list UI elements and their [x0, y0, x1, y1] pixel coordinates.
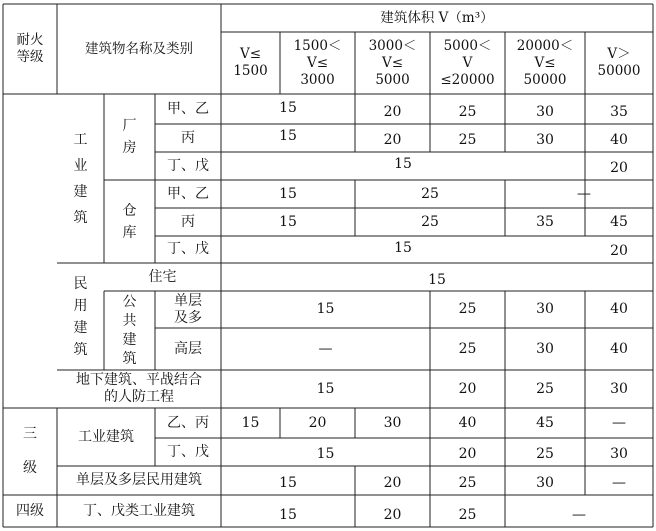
group-warehouse: 仓 库	[122, 202, 137, 241]
value-cell: 40	[610, 301, 628, 317]
subcat-warehouse-jia-yi: 甲、乙	[167, 185, 209, 202]
value-cell: 25	[458, 475, 477, 491]
subcat-factory-bing: 丙	[181, 129, 195, 146]
header-volume-group: 建筑体积 V（m³）	[380, 9, 494, 26]
value-cell: 20	[308, 414, 327, 431]
value-cell: 15	[279, 100, 297, 116]
header-volume-bin-1: V≤ 1500	[233, 46, 268, 79]
group-industrial-grade-3: 工业建筑	[78, 428, 134, 445]
group-civil: 民 用 建 筑	[73, 275, 88, 358]
value-cell: 15	[279, 475, 297, 491]
value-cell: 25	[458, 507, 477, 523]
value-cell: —	[612, 414, 626, 431]
value-cell: 35	[610, 104, 628, 120]
group-residential: 住宅	[148, 268, 177, 285]
value-cell: 40	[610, 340, 628, 357]
value-cell: 25	[421, 185, 439, 202]
value-cell: —	[318, 340, 333, 357]
value-cell: 20	[610, 160, 628, 176]
value-cell: 15	[241, 414, 260, 431]
value-cell: 40	[610, 132, 628, 148]
value-cell: 25	[536, 446, 554, 462]
header-volume-bin-4: 5000＜ V ≤20000	[440, 37, 495, 88]
group-grade-4: 四级	[16, 502, 44, 519]
value-cell: 15	[279, 128, 297, 144]
subcat-g3-ding-wu: 丁、戊	[167, 443, 209, 460]
header-volume-bin-5: 20000＜ V≤ 50000	[516, 37, 574, 88]
value-cell: 20	[458, 446, 477, 462]
value-cell: 15	[316, 301, 335, 317]
value-cell: —	[577, 185, 591, 202]
value-cell: 15	[316, 380, 335, 397]
group-factory: 厂 房	[122, 118, 137, 156]
header-fire-rating: 耐火 等级	[16, 32, 44, 65]
value-cell: 20	[383, 507, 402, 523]
value-cell: 25	[458, 104, 477, 120]
header-volume-bin-6: V＞ 50000	[597, 46, 641, 79]
subcat-public-high-rise: 高层	[174, 340, 202, 357]
subcat-factory-ding-wu: 丁、戊	[167, 157, 209, 174]
value-cell: 30	[610, 380, 628, 397]
value-cell: 15	[394, 240, 412, 256]
value-cell: 40	[458, 414, 477, 431]
subcat-warehouse-bing: 丙	[181, 213, 195, 230]
group-public: 公 共 建 筑	[122, 293, 137, 367]
value-cell: 45	[610, 213, 628, 230]
header-volume-bin-2: 1500＜ V≤ 3000	[293, 37, 342, 88]
subcat-warehouse-ding-wu: 丁、戊	[167, 241, 209, 257]
group-industrial-grade-4: 丁、戊类工业建筑	[83, 502, 195, 519]
subcat-g3-yi-bing: 乙、丙	[167, 414, 209, 431]
value-cell: 35	[536, 213, 554, 230]
value-cell: 30	[536, 104, 554, 120]
value-cell: 15	[279, 507, 297, 523]
value-cell: 25	[421, 213, 439, 230]
value-cell: 30	[536, 475, 554, 491]
value-cell: 30	[383, 414, 402, 431]
header-volume-bin-3: 3000＜ V≤ 5000	[368, 37, 417, 88]
value-cell: 20	[610, 243, 628, 259]
value-cell: 25	[458, 132, 477, 148]
value-cell: 15	[279, 185, 297, 202]
value-cell: 30	[536, 340, 554, 357]
group-grade-3: 三 级	[23, 426, 37, 476]
value-cell: 20	[383, 475, 402, 491]
group-industrial: 工 业 建 筑	[73, 131, 88, 226]
value-cell: 15	[394, 156, 412, 172]
value-cell: —	[572, 507, 586, 523]
value-cell: 25	[458, 340, 477, 357]
value-cell: 20	[383, 104, 402, 120]
group-underground: 地下建筑、平战结合 的人防工程	[76, 372, 202, 405]
subcat-public-single-multi: 单层 及多	[174, 292, 202, 326]
subcat-factory-jia-yi: 甲、乙	[167, 100, 209, 117]
value-cell: 45	[536, 414, 554, 431]
header-building-name: 建筑物名称及类别	[85, 40, 193, 57]
value-cell: 30	[536, 301, 554, 317]
value-cell: 15	[279, 213, 297, 230]
value-cell: 20	[383, 132, 402, 148]
value-cell: 30	[610, 446, 628, 462]
value-cell: 15	[428, 272, 446, 288]
value-cell: 30	[536, 132, 554, 148]
value-cell: 15	[316, 446, 335, 462]
value-cell: 25	[458, 301, 477, 317]
value-cell: —	[612, 475, 626, 491]
group-civil-multi: 单层及多层民用建筑	[76, 472, 202, 488]
value-cell: 20	[458, 380, 477, 397]
value-cell: 25	[536, 380, 554, 397]
